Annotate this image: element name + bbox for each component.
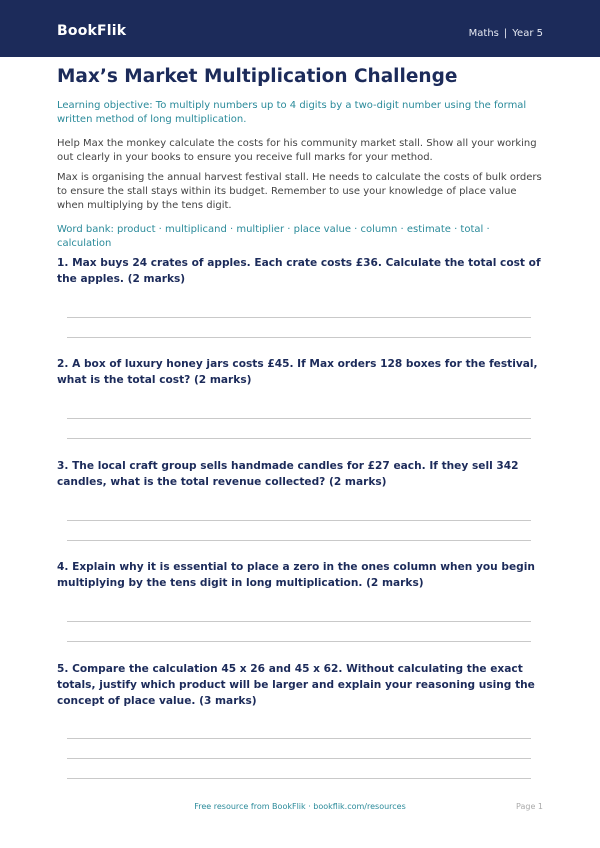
learning-objective: Learning objective: To multiply numbers up to 4 digits by a two-digit number using the formal written method of long multiplication. <box>57 100 527 125</box>
answer-line[interactable] <box>67 738 531 739</box>
page-footer <box>0 802 600 816</box>
brand-logo[interactable]: BookFlik <box>57 23 127 39</box>
question-1: 1. Max buys 24 crates of apples. Each crate costs £36. Calculate the total cost of the apples. (2 marks) <box>57 257 541 285</box>
answer-line[interactable] <box>67 641 531 642</box>
answer-line[interactable] <box>67 337 531 338</box>
question-2: 2. A box of luxury honey jars costs £45. If Max orders 128 boxes for the festival, what is the total cost? (2 marks) <box>57 358 538 386</box>
question-5: 5. Compare the calculation 45 x 26 and 45 x 62. Without calculating the exact totals, justify which product will be larger and explain your reasoning using the concept of place value. (3 marks) <box>57 663 535 707</box>
answer-line[interactable] <box>67 438 531 439</box>
intro-paragraph-1: Help Max the monkey calculate the costs for his community market stall. Show all your working out clearly in your books to ensure you receive full marks for your method. <box>57 138 537 163</box>
answer-line[interactable] <box>67 758 531 759</box>
subject-label <box>469 28 543 39</box>
word-bank: Word bank: product · multiplicand · multiplier · place value · column · estimate · total · calculation <box>57 224 490 249</box>
answer-line[interactable] <box>67 621 531 622</box>
answer-line[interactable] <box>67 540 531 541</box>
answer-line[interactable] <box>67 418 531 419</box>
subject-name: Maths <box>468 28 499 39</box>
page-title: Max’s Market Multiplication Challenge <box>57 66 458 87</box>
answer-line[interactable] <box>67 317 531 318</box>
page-number: Page 1 <box>516 802 543 811</box>
subject-separator: | <box>503 28 508 39</box>
year-label: Year 5 <box>512 28 543 39</box>
answer-line[interactable] <box>67 520 531 521</box>
footer-link[interactable]: Free resource from BookFlik · bookflik.com/resources <box>194 802 406 811</box>
page-header <box>0 0 600 57</box>
answer-line[interactable] <box>67 778 531 779</box>
question-4: 4. Explain why it is essential to place a zero in the ones column when you begin multiplying by the tens digit in long multiplication. (2 marks) <box>57 561 535 589</box>
intro-paragraph-2: Max is organising the annual harvest festival stall. He needs to calculate the costs of bulk orders to ensure the stall stays within its budget. Remember to use your knowledge of place value when multiplying by the tens digit. <box>57 172 542 211</box>
question-3: 3. The local craft group sells handmade candles for £27 each. If they sell 342 candles, what is the total revenue collected? (2 marks) <box>57 460 519 488</box>
